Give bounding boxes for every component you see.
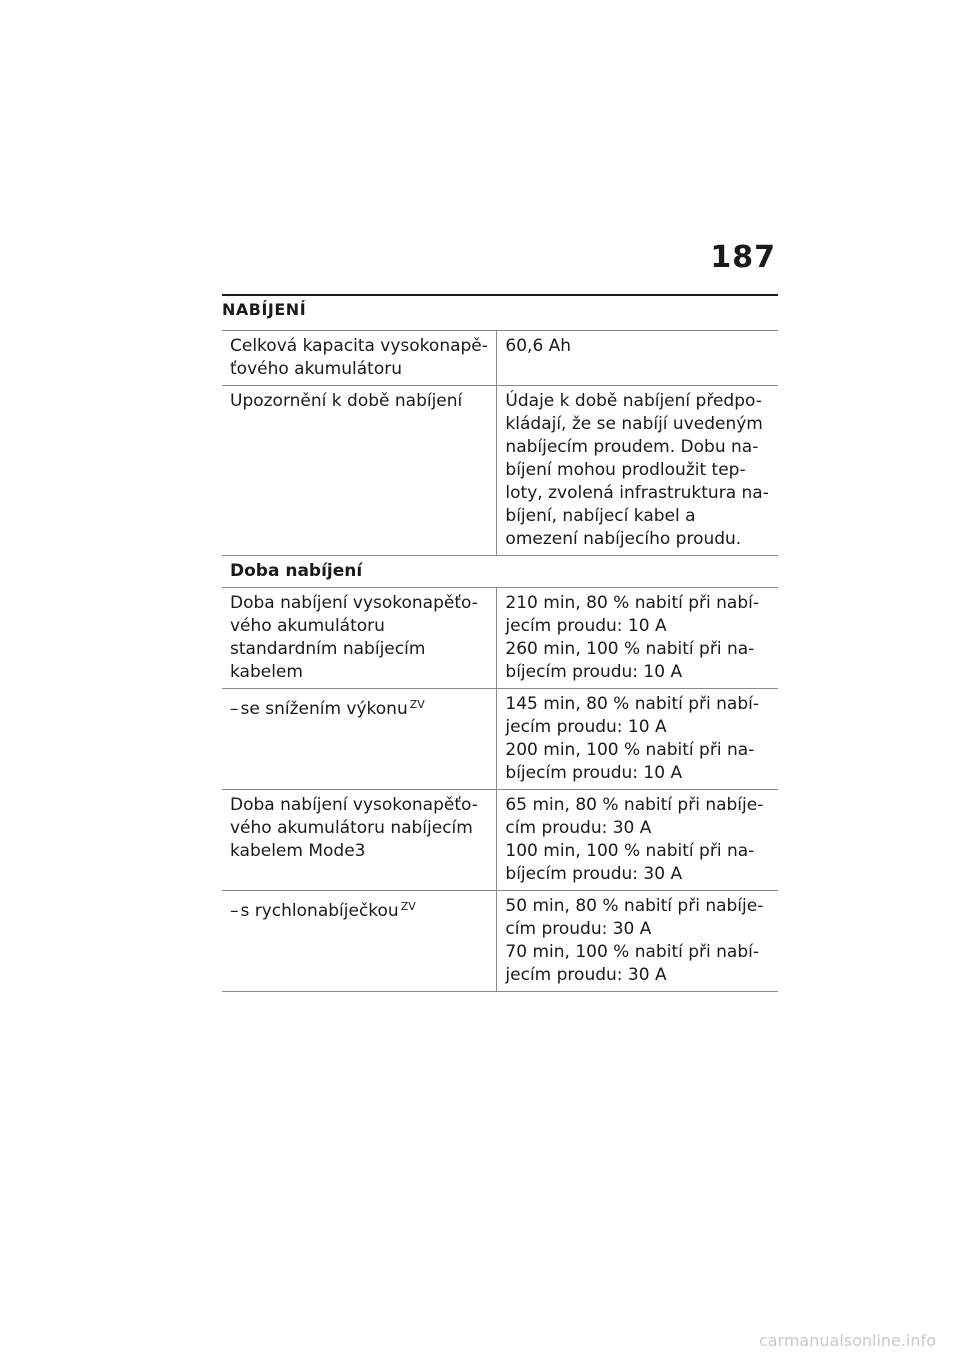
row-value [497,588,778,689]
row-label: Doba nabíjení vysokonapěťo-vého akumulátoru standardním nabíjecím kabelem [222,588,497,689]
section-rule [222,294,778,296]
value-line: Údaje k době nabíjení předpo-kládají, že se nabíjí uvedeným nabíjecím proudem. Dobu na-bíjení mohou prodloužit tep-loty, zvolená infrastruktura na-bíjení, nabíjecí kabel a omezení nabíjecího proudu. [505,391,769,549]
row-label [222,689,497,790]
row-value [497,891,778,992]
row-label: Upozornění k době nabíjení [222,386,497,556]
watermark: carmanualsonline.info [758,1331,936,1350]
dash-bullet: – [230,699,239,719]
row-label-text: s rychlonabíječkou [240,901,399,921]
table-row [222,331,778,386]
row-label: Celková kapacita vysokonapě-ťového akumulátoru [222,331,497,386]
section-title: NABÍJENÍ [222,300,307,319]
row-label: Doba nabíjení vysokonapěťo-vého akumulátoru nabíjecím kabelem Mode3 [222,790,497,891]
dash-bullet: – [230,901,239,921]
row-value [497,689,778,790]
table-group-row [222,556,778,588]
group-heading: Doba nabíjení [222,556,778,588]
row-value [497,386,778,556]
value-line: 60,6 Ah [505,336,572,356]
row-value [497,331,778,386]
row-label-text: se snížením výkonu [240,699,408,719]
table-row [222,790,778,891]
table-row [222,588,778,689]
superscript-note: ZV [409,698,425,711]
table-row [222,386,778,556]
value-line: 65 min, 80 % nabití při nabíje-cím proudu: 30 A [505,795,764,838]
superscript-note: ZV [400,900,416,913]
row-label [222,891,497,992]
value-line: 260 min, 100 % nabití při na-bíjecím proudu: 10 A [505,639,755,682]
value-line: 50 min, 80 % nabití při nabíje-cím proudu: 30 A [505,896,764,939]
value-line: 145 min, 80 % nabití při nabí-jecím proudu: 10 A [505,694,759,737]
spec-table [222,330,778,992]
value-line: 210 min, 80 % nabití při nabí-jecím proudu: 10 A [505,593,759,636]
table-row [222,689,778,790]
value-line: 100 min, 100 % nabití při na-bíjecím proudu: 30 A [505,841,755,884]
value-line: 70 min, 100 % nabití při nabí-jecím proudu: 30 A [505,942,759,985]
table-row [222,891,778,992]
page-number: 187 [710,240,776,275]
row-value [497,790,778,891]
value-line: 200 min, 100 % nabití při na-bíjecím proudu: 10 A [505,740,755,783]
